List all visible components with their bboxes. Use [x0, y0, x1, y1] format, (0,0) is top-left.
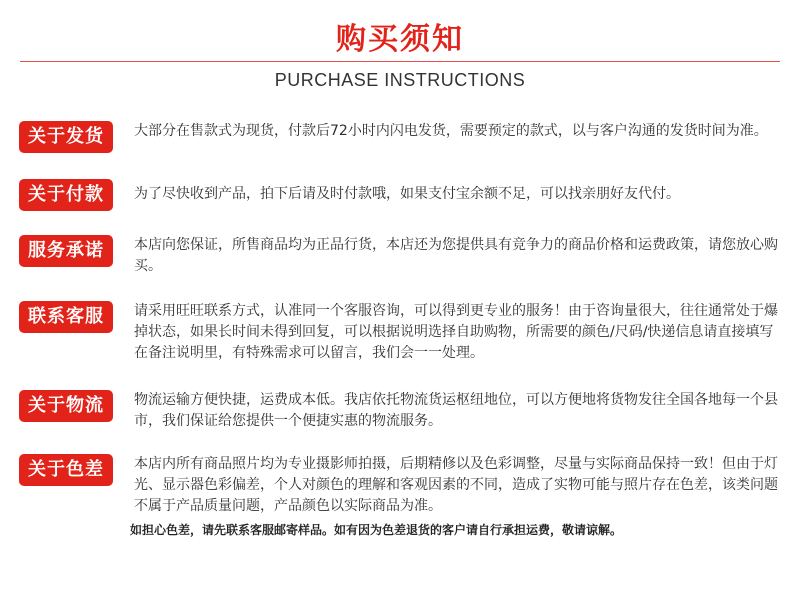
section-text: 本店向您保证，所售商品均为正品行货，本店还为您提供具有竞争力的商品价格和运费政策，请您放心购买。 — [134, 237, 778, 274]
section-text: 为了尽快收到产品，拍下后请及时付款哦，如果支付宝余额不足，可以找亲朋好友代付。 — [134, 186, 680, 202]
section-text: 物流运输方便快捷，运费成本低。我店依托物流货运枢纽地位，可以方便地将货物发往全国各地每一个县市，我们保证给您提供一个便捷实惠的物流服务。 — [134, 392, 778, 429]
section-badge: 关于付款 — [19, 179, 113, 211]
section-badge: 联系客服 — [19, 301, 113, 333]
section-text: 大部分在售款式为现货，付款后72小时内闪电发货，需要预定的款式，以与客户沟通的发货时间为准。 — [134, 123, 768, 139]
section-badge: 关于物流 — [19, 390, 113, 422]
section-text: 本店内所有商品照片均为专业摄影师拍摄，后期精修以及色彩调整，尽量与实际商品保持一致！但由于灯光、显示器色彩偏差，个人对颜色的理解和客观因素的不同，造成了实物可能与照片存在色差，该类问题不属于产品质量问题，产品颜色以实际商品为准。 — [134, 456, 778, 514]
section-badge: 关于发货 — [19, 121, 113, 153]
page-title: 购买须知 — [336, 22, 464, 57]
section-badge: 服务承诺 — [19, 235, 113, 267]
page-header — [0, 0, 800, 100]
title-divider — [20, 61, 780, 62]
footer-note: 如担心色差，请先联系客服邮寄样品。如有因为色差退货的客户请自行承担运费，敬请谅解。 — [130, 523, 623, 537]
section-text: 请采用旺旺联系方式，认准同一个客服咨询，可以得到更专业的服务！由于咨询量很大，往往通常处于爆掉状态，如果长时间未得到回复，可以根据说明选择自助购物，所需要的颜色/尺码/快递信息请直接填写在备注说明里，有特殊需求可以留言，我们会一一处理。 — [134, 303, 778, 361]
section-badge: 关于色差 — [19, 454, 113, 486]
page-subtitle: PURCHASE INSTRUCTIONS — [274, 70, 526, 90]
